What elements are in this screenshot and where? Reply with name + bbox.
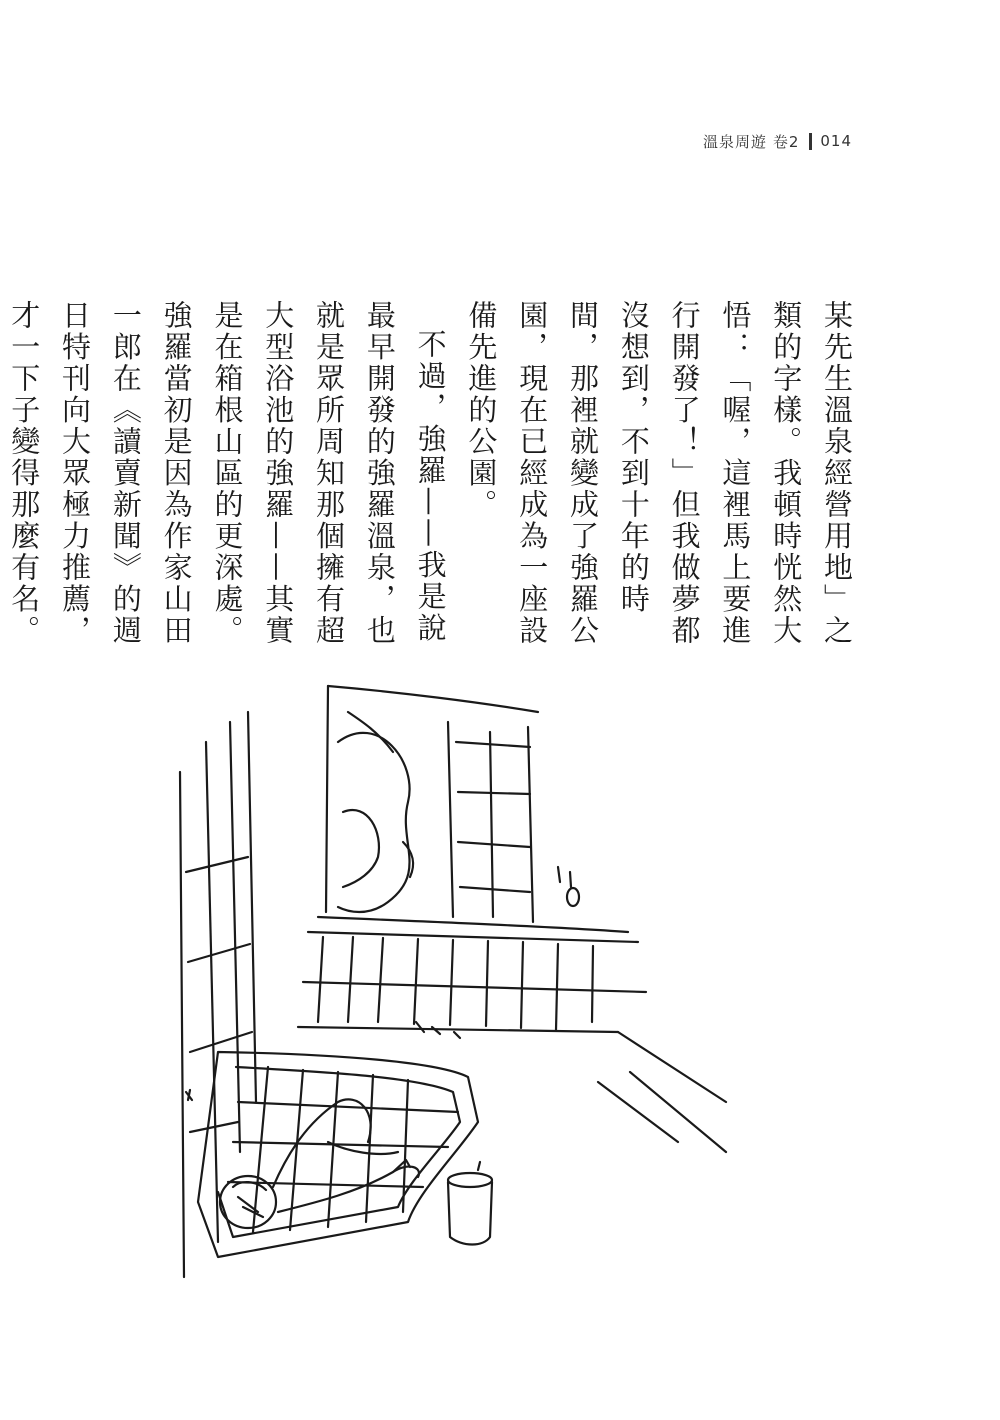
running-header	[703, 127, 852, 155]
page-number: 014	[820, 132, 852, 150]
header-divider	[809, 133, 812, 150]
bath-sketch-svg	[178, 682, 726, 1277]
paragraph-1: 某先生溫泉經營用地」之類的字樣。我頓時恍然大悟：「喔，這裡馬上要進行開發了！」但我做夢都沒想到，不到十年的時間，那裡就變成了強羅公園，現在已經成為一座設備先進的公園。	[464, 300, 854, 647]
book-title: 溫泉周遊 卷2	[703, 132, 800, 151]
bath-sketch-illustration	[178, 682, 726, 1277]
vertical-body-text	[7, 300, 862, 670]
paragraph-2: 不過，強羅——我是說最早開發的強羅溫泉，也就是眾所周知那個擁有超大型浴池的強羅——其實是在箱根山區的更深處。強羅當初是因為作家山田一郎在《讀賣新聞》的週日特刊向大眾極力推薦，才一下子變得那麼有名。	[7, 300, 448, 647]
